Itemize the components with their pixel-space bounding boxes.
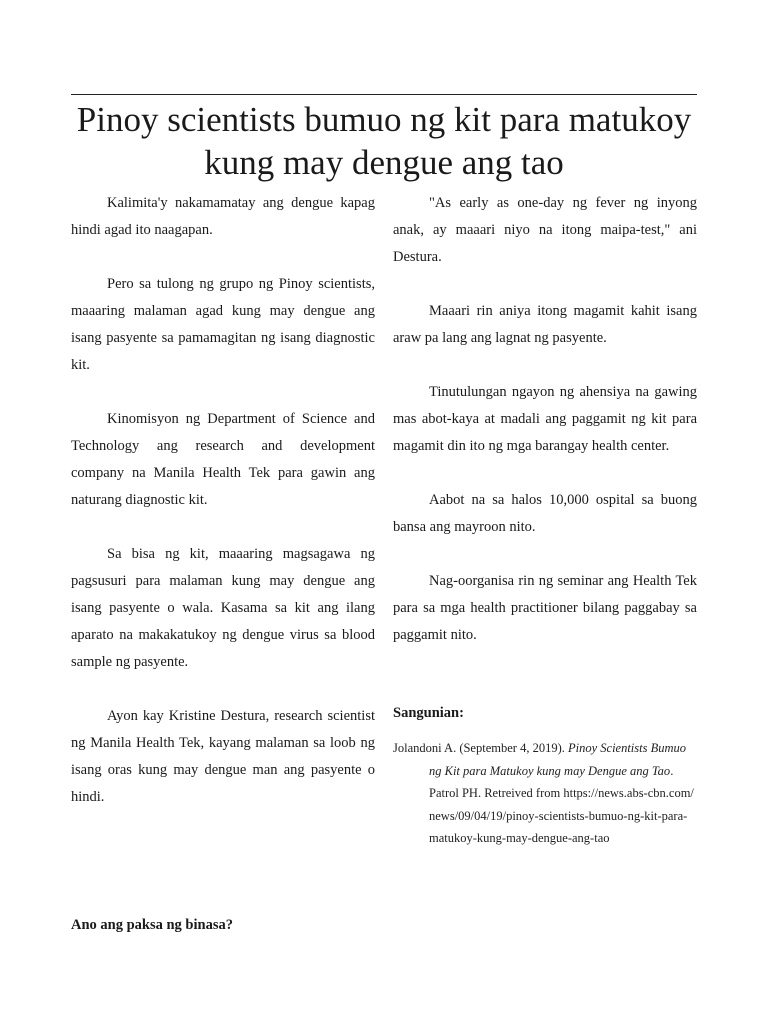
paragraph: Kinomisyon ng Department of Science and Technology ang research and development company na Manila Health Tek para gawin ang naturang diagnostic kit. bbox=[71, 411, 375, 508]
sources-heading: Sangunian: bbox=[393, 705, 464, 721]
paragraph: Maaari rin aniya itong magamit kahit isang araw pa lang ang lagnat ng pasyente. bbox=[393, 303, 697, 346]
paragraph: "As early as one-day ng fever ng inyong anak, ay maaari niyo na itong maipa-test," ani Destura. bbox=[393, 195, 697, 265]
left-column bbox=[71, 190, 375, 811]
paragraph: Ayon kay Kristine Destura, research scientist ng Manila Health Tek, kayang malaman sa loob ng isang oras kung may dengue man ang pasyente o hindi. bbox=[71, 708, 375, 805]
reference-author-date: Jolandoni A. (September 4, 2019). bbox=[393, 741, 568, 755]
paragraph: Tinutulungan ngayon ng ahensiya na gawing mas abot-kaya at madali ang paggamit ng kit para magamit din ito ng mga barangay health center. bbox=[393, 384, 697, 454]
question-prompt: Ano ang paksa ng binasa? bbox=[71, 917, 233, 933]
paragraph: Nag-oorganisa rin ng seminar ang Health Tek para sa mga health practitioner bilang paggabay sa paggamit nito. bbox=[393, 573, 697, 643]
reference-title: Pinoy Scientists Bumuo ng Kit para Matukoy kung may Dengue ang Tao bbox=[429, 741, 687, 778]
reference-entry bbox=[393, 737, 697, 850]
paragraph: Aabot na sa halos 10,000 ospital sa buong bansa ang mayroon nito. bbox=[393, 492, 697, 535]
reference-source: . Patrol PH. Retreived from https://news.abs-cbn.com/ news/09/04/19/pinoy-scientists-bumuo-ng-kit-para-matukoy-kung-may-dengue-ang-tao bbox=[429, 763, 694, 845]
title-rule bbox=[71, 94, 697, 95]
paragraph: Pero sa tulong ng grupo ng Pinoy scientists, maaaring malaman agad kung may dengue ang isang pasyente sa pamamagitan ng isang diagnostic kit. bbox=[71, 276, 375, 373]
paragraph: Sa bisa ng kit, maaaring magsagawa ng pagsusuri para malaman kung may dengue ang isang pasyente o wala. Kasama sa kit ang ilang aparato na makakatukoy ng dengue virus sa blood sample ng pasyente. bbox=[71, 546, 375, 670]
article-title: Pinoy scientists bumuo ng kit para matukoy kung may dengue ang tao bbox=[76, 100, 692, 182]
paragraph: Kalimita'y nakamamatay ang dengue kapag hindi agad ito naagapan. bbox=[71, 195, 375, 238]
right-column bbox=[393, 190, 697, 649]
